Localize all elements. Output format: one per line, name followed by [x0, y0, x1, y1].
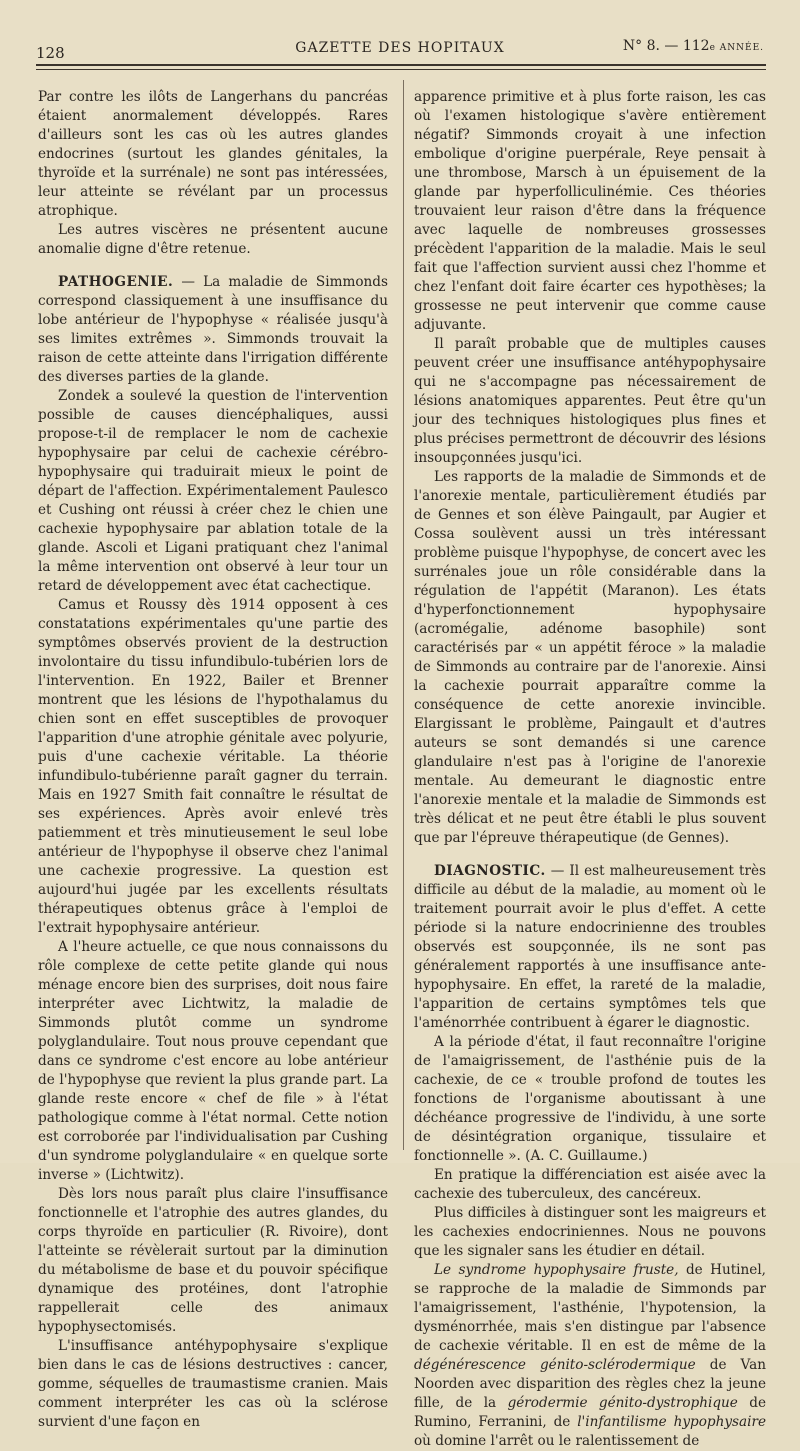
paragraph: A la période d'état, il faut reconnaître l'origine de l'amaigrissement, de l'asthénie puis de la cachexie, de ce « trouble profond de toutes les fonctions de l'organisme aboutissant à une déchéance progressive de l'individu, à une sorte de désintégration organique, tissulaire et fonctionnelle ». (A. C. Guillaume.)	[414, 1034, 766, 1164]
issue-year-label: e ANNÉE.	[709, 43, 764, 53]
page-number: 128	[36, 44, 65, 62]
paragraph: apparence primitive et à plus forte raison, les cas où l'examen histologique s'avère entièrement négatif? Simmonds croyait à une infection embolique d'origine puerpérale, Reye pensait à une thrombose, Marsch à un épuisement de la glande par hyperfolliculinémie. Ces théories trouvaient leur raison d'être dans la fréquence avec laquelle de nombreuses grossesses précèdent l'apparition de la maladie. Mais le seul fait que l'affection survient aussi chez l'homme et chez l'enfant doit faire écarter ces hypothèses; la grossesse ne peut intervenir que comme cause adjuvante.	[414, 89, 766, 333]
section-pathogenie	[38, 273, 388, 387]
paragraph: Il paraît probable que de multiples causes peuvent créer une insuffisance antéhypophysaire qui ne s'accompagne pas nécessairement de lésions anatomiques apparentes. Peut être qu'un jour des techniques histologiques plus fines et plus précises permettront de découvrir des lésions insoupçonnées jusqu'ici.	[414, 336, 766, 466]
section-heading: PATHOGENIE.	[58, 274, 174, 290]
header-rule-thick	[36, 64, 766, 66]
text-run: de Rumino, Ferranini, de	[414, 1395, 766, 1430]
italic-term: l'infantilisme hypophysaire	[577, 1414, 766, 1430]
paragraph: Les rapports de la maladie de Simmonds et de l'anorexie mentale, particulièrement étudiés par de Gennes et son élève Paingault, par Augier et Cossa soulèvent aussi un très intéressant problème puisque l'hypophyse, de concert avec les surrénales joue un rôle considérable dans la régulation de l'appétit (Maranon). Les états d'hyperfonctionnement hypophysaire (acromégalie, adénome basophile) sont caractérisés par « un appétit féroce » la maladie de Simmonds au contraire par de l'anorexie. Ainsi la cachexie pourrait apparaître comme la conséquence de cette anorexie invincible. Elargissant le problème, Paingault et d'autres auteurs se sont demandés si une carence glandulaire n'est pas à l'origine de l'anorexie mentale. Au demeurant le diagnostic entre l'anorexie mentale et la maladie de Simmonds est très délicat et ne peut être établi le plus souvent que par l'épreuve thérapeutique (de Gennes).	[414, 469, 766, 846]
section-text: — Il est malheureusement très difficile au début de la maladie, au moment où le traitement pourrait avoir le plus d'effet. A cette période si la nature endocrinienne des troubles observés est soupçonnée, ils ne sont pas généralement rapportés à une insuffisance ante-hypophysaire. En effet, la rareté de la maladie, l'apparition de certains symptômes tels que l'aménorrhée contribuent à égarer le diagnostic.	[414, 863, 766, 1031]
text-run: de Van Noorden avec disparition des règles chez la jeune fille, de la	[414, 1357, 766, 1411]
left-column	[38, 88, 388, 1432]
page-header	[36, 38, 764, 60]
paragraph: Les autres viscères ne présentent aucune anomalie digne d'être retenue.	[38, 222, 388, 257]
text-run: de Hutinel, se rapproche de la maladie de Simmonds par l'amaigrissement, l'asthénie, l'hypotension, la dysménorrhée, mais s'en distingue par l'absence de cachexie véritable. Il en est de même de la	[414, 1262, 766, 1354]
paragraph: Dès lors nous paraît plus claire l'insuffisance fonctionnelle et l'atrophie des autres glandes, du corps thyroïde en particulier (R. Rivoire), dont l'atteinte se révèlerait surtout par la diminution du métabolisme de base et du pouvoir spécifique dynamique des protéines, dont l'atrophie rappellerait celle des animaux hypophysectomisés.	[38, 1186, 388, 1335]
paragraph: Plus difficiles à distinguer sont les maigreurs et les cachexies endocriniennes. Nous ne pouvons que les signaler sans les étudier en détail.	[414, 1205, 766, 1259]
right-column	[414, 88, 766, 1451]
paragraph: Camus et Roussy dès 1914 opposent à ces constatations expérimentales qu'une partie des symptômes observés provient de la destruction involontaire du tissu infundibulo-tubérien lors de l'intervention. En 1922, Bailer et Brenner montrent que les lésions de l'hypothalamus du chien sont en effet susceptibles de provoquer l'apparition d'une atrophie génitale avec polyurie, puis d'une cachexie véritable. La théorie infundibulo-tubérienne paraît gagner du terrain. Mais en 1927 Smith fait connaître le résultat de ses expériences. Après avoir enlevé très patiemment et très minutieusement le seul lobe antérieur de l'hypophyse il observe chez l'animal une cachexie progressive. La question est aujourd'hui jugée par les excellents résultats thérapeutiques obtenus grâce à l'emploi de l'extrait hypophysaire antérieur.	[38, 597, 388, 936]
issue-label	[623, 38, 764, 54]
italic-term: gérodermie génito-dystrophique	[507, 1395, 738, 1411]
paragraph: En pratique la différenciation est aisée avec la cachexie des tuberculeux, des cancéreux.	[414, 1167, 766, 1202]
section-diagnostic	[414, 862, 766, 1033]
journal-title: GAZETTE DES HOPITAUX	[295, 40, 505, 56]
italic-term: Le syndrome hypophysaire fruste,	[434, 1262, 679, 1278]
header-rule-thin	[36, 69, 766, 70]
italic-term: dégénérescence génito-sclérodermique	[414, 1357, 696, 1373]
column-separator	[403, 80, 404, 1150]
text-run: où domine l'arrêt ou le ralentissement de	[414, 1433, 700, 1449]
paragraph: L'insuffisance antéhypophysaire s'explique bien dans le cas de lésions destructives : cancer, gomme, séquelles de traumastisme cranien. Mais comment interpréter les cas où la sclérose survient d'une façon en	[38, 1338, 388, 1430]
paragraph: A l'heure actuelle, ce que nous connaissons du rôle complexe de cette petite glande qui nous ménage encore bien des surprises, doit nous faire interpréter avec Lichtwitz, la maladie de Simmonds plutôt comme un syndrome polyglandulaire. Tout nous prouve cependant que dans ce syndrome c'est encore au lobe antérieur de l'hypophyse que revient la plus grande part. La glande reste encore « chef de file » à l'état pathologique comme à l'état normal. Cette notion est corroborée par l'individualisation par Cushing d'un syndrome polyglandulaire « en quelque sorte inverse » (Lichtwitz).	[38, 939, 388, 1183]
section-heading: DIAGNOSTIC.	[434, 863, 546, 879]
paragraph: Zondek a soulevé la question de l'intervention possible de causes diencéphaliques, aussi propose-t-il de remplacer le nom de cachexie hypophysaire par celui de cachexie cérébro-hypophysaire qui traduirait mieux le point de départ de l'affection. Expérimentalement Paulesco et Cushing ont réussi à créer chez le chien une cachexie hypophysaire par ablation totale de la glande. Ascoli et Ligani pratiquant chez l'animal la même intervention ont observé à leur tour un retard de développement avec état cachectique.	[38, 388, 388, 594]
section-text: — La maladie de Simmonds correspond classiquement à une insuffisance du lobe antérieur de l'hypophyse « réalisée jusqu'à ses limites extrêmes ». Simmonds trouvait la raison de cette atteinte dans l'irrigation différente des diverses parties de la glande.	[38, 274, 388, 385]
paragraph: Par contre les ilôts de Langerhans du pancréas étaient anormalement développés. Rares d'ailleurs sont les cas où les autres glandes endocrines (surtout les glandes génitales, la thyroïde et la surrénale) ne sont pas intéressées, leur atteinte se révélant par un processus atrophique.	[38, 89, 388, 219]
issue-number: N° 8. — 112	[622, 38, 710, 54]
paragraph	[414, 1261, 766, 1451]
